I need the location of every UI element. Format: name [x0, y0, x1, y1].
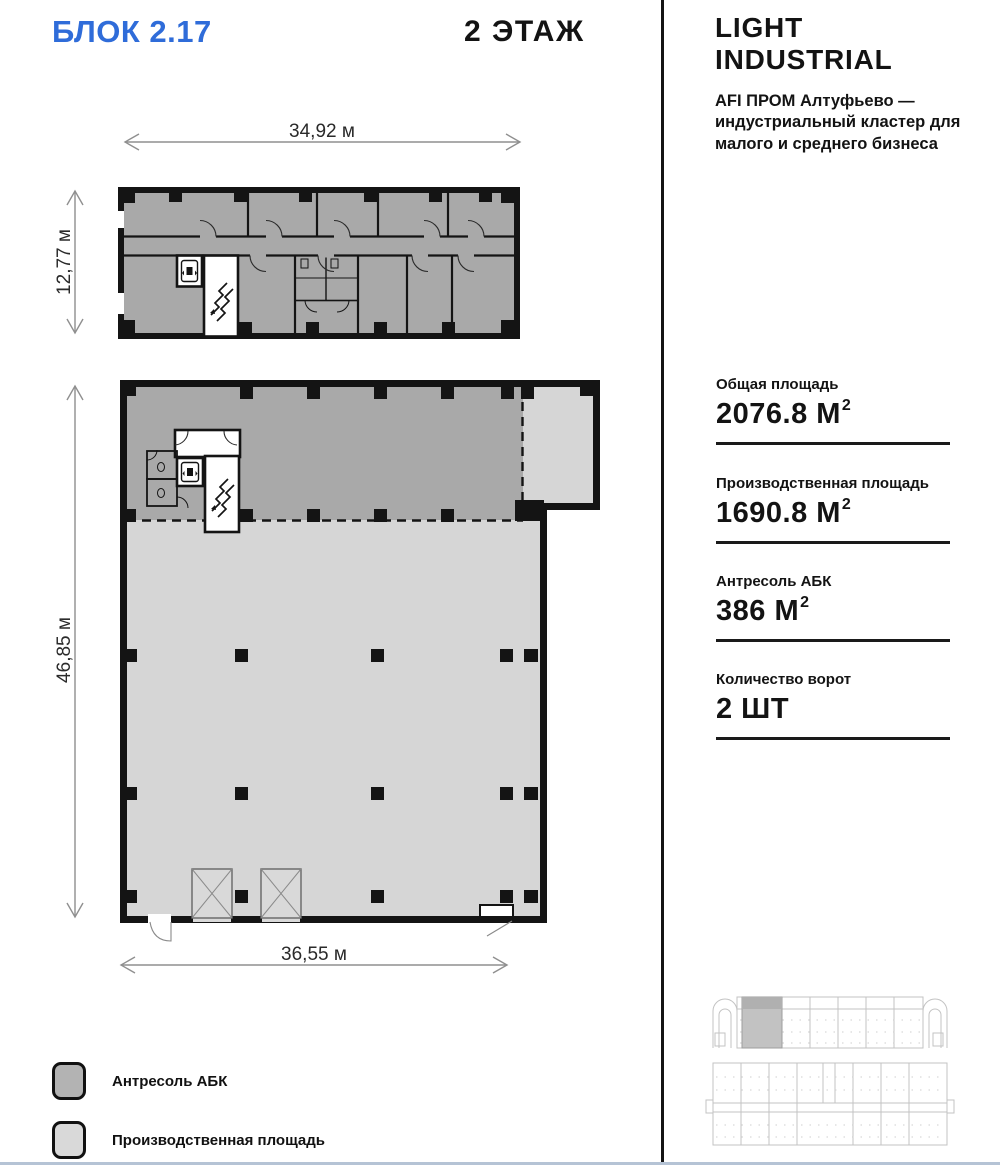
stairs-icon-bottom — [205, 456, 239, 532]
legend-swatch-production — [52, 1121, 86, 1159]
stat-sup: 2 — [841, 397, 852, 415]
stat-rule — [716, 737, 950, 740]
dimension-label-bottom-width: 36,55 м — [281, 944, 347, 965]
panel-divider — [661, 0, 664, 1163]
dimension-label-top-width: 34,92 м — [289, 121, 355, 142]
brand-title-line1: LIGHT — [715, 12, 803, 43]
stat-label: Количество ворот — [716, 671, 852, 688]
stat-label: Антресоль АБК — [716, 573, 832, 590]
stat-label: Производственная площадь — [716, 475, 930, 492]
minimap-current-block-highlight — [742, 997, 782, 1048]
floor-plan-top — [117, 187, 520, 339]
stat-value: 1690.8 $М^2$ — [716, 496, 852, 529]
elevator-icon-top — [177, 256, 202, 287]
footer-accent-line — [0, 1162, 1000, 1165]
stat-rule — [716, 541, 950, 544]
stat-mezzanine-area — [716, 573, 950, 642]
stat-gates-count — [716, 671, 950, 740]
legend-item-mezzanine — [52, 1060, 227, 1102]
stat-value: 2 ШТ — [716, 693, 790, 725]
stat-sup: 2 — [800, 594, 810, 612]
block-title: БЛОК 2.17 — [52, 14, 212, 49]
site-overview-minimap — [700, 985, 960, 1153]
wall-step-corner — [515, 500, 544, 521]
stat-sup: 2 — [841, 496, 852, 514]
brand-description: AFI ПРОМ Алтуфьево — индустриальный кластер для малого и среднего бизнеса — [715, 92, 961, 153]
legend-item-production — [52, 1119, 325, 1161]
elevator-icon-bottom — [177, 458, 203, 486]
stat-rule — [716, 442, 950, 445]
stairs-icon-top — [204, 256, 238, 337]
dimension-label-top-height: 12,77 м — [54, 229, 75, 295]
stat-label: Общая площадь — [716, 376, 839, 393]
stat-total-area — [716, 376, 950, 445]
stat-value: 2076.8 $М^2$ — [716, 397, 852, 430]
dimension-label-bottom-height: 46,85 м — [54, 617, 75, 683]
legend-label: Производственная площадь — [112, 1131, 326, 1149]
brand-title — [715, 12, 893, 77]
brand-title-line2: INDUSTRIAL — [715, 44, 893, 76]
floor-plan-bottom — [120, 380, 597, 941]
legend-swatch-mezzanine — [52, 1062, 86, 1100]
stat-value: 386 $М^2$ — [716, 594, 810, 627]
stat-production-area — [716, 475, 950, 544]
legend-label: Антресоль АБК — [112, 1072, 228, 1090]
stat-rule — [716, 639, 950, 642]
floor-title: 2 ЭТАЖ — [464, 15, 585, 48]
